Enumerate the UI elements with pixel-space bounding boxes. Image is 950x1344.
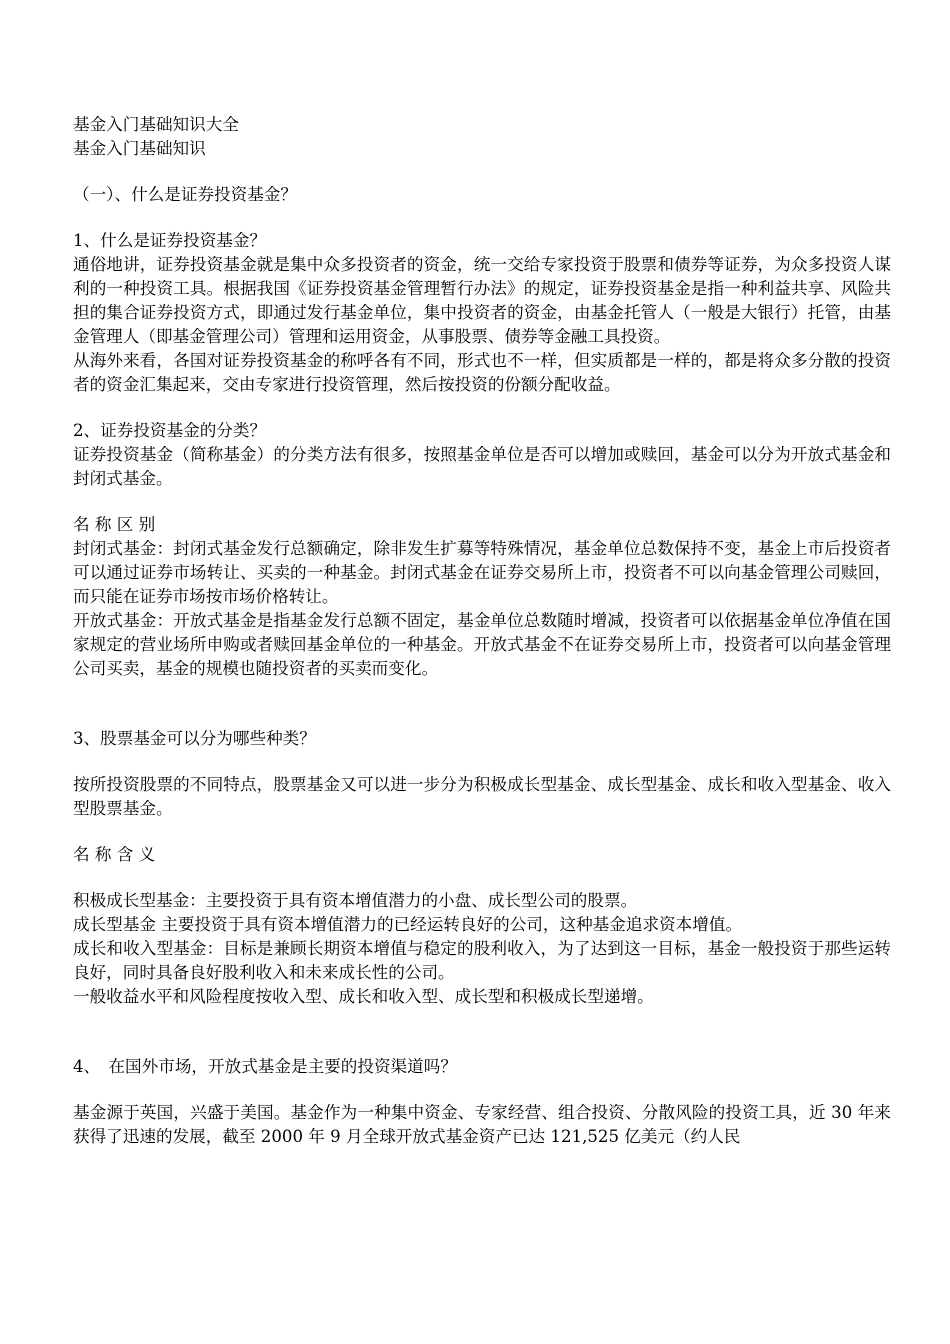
document-subtitle: 基金入门基础知识 [73,139,206,158]
q3-item-4: 一般收益水平和风险程度按收入型、成长和收入型、成长型和积极成长型递增。 [73,987,654,1006]
q3-paragraph-1: 按所投资股票的不同特点，股票基金又可以进一步分为积极成长型基金、成长型基金、成长和收入型基金、收入型股票基金。 [73,775,891,818]
closed-fund-definition: 封闭式基金：封闭式基金发行总额确定，除非发生扩募等特殊情况，基金单位总数保持不变，基金上市后投资者可以通过证券市场转让、买卖的一种基金。封闭式基金在证券交易所上市，投资者不可以向基金管理公司赎回，而只能在证券市场按市场价格转让。 [73,539,891,606]
q3-item-2: 成长型基金 主要投资于具有资本增值潜力的已经运转良好的公司，这种基金追求资本增值。 [73,915,743,934]
q4-heading: 4、 在国外市场，开放式基金是主要的投资渠道吗？ [73,1057,457,1076]
q3-table-header: 名 称 含 义 [73,845,156,864]
document-title: 基金入门基础知识大全 [73,115,239,134]
open-fund-definition: 开放式基金：开放式基金是指基金发行总额不固定，基金单位总数随时增减，投资者可以依据基金单位净值在国家规定的营业场所申购或者赎回基金单位的一种基金。开放式基金不在证券交易所上市，投资者可以向基金管理公司买卖，基金的规模也随投资者的买卖而变化。 [73,611,891,678]
q3-heading: 3、股票基金可以分为哪些种类？ [73,729,316,748]
q1-paragraph-2: 从海外来看，各国对证券投资基金的称呼各有不同，形式也不一样，但实质都是一样的，都是将众多分散的投资者的资金汇集起来，交由专家进行投资管理，然后按投资的份额分配收益。 [73,351,891,394]
q2-heading: 2、证券投资基金的分类？ [73,421,267,440]
q1-paragraph-1: 通俗地讲，证券投资基金就是集中众多投资者的资金，统一交给专家投资于股票和债券等证券，为众多投资人谋利的一种投资工具。根据我国《证券投资基金管理暂行办法》的规定，证券投资基金是指一种利益共享、风险共担的集合证券投资方式，即通过发行基金单位，集中投资者的资金，由基金托管人（一般是大银行）托管，由基金管理人（即基金管理公司）管理和运用资金，从事股票、债券等金融工具投资。 [73,255,891,346]
q2-paragraph-1: 证券投资基金（简称基金）的分类方法有很多，按照基金单位是否可以增加或赎回，基金可以分为开放式基金和封闭式基金。 [73,445,891,488]
q3-item-1: 积极成长型基金：主要投资于具有资本增值潜力的小盘、成长型公司的股票。 [73,891,638,910]
section-heading: （一）、什么是证券投资基金？ [73,185,298,204]
q1-heading: 1、什么是证券投资基金？ [73,231,267,250]
q2-table-header: 名 称 区 别 [73,515,156,534]
document-body [73,113,891,1149]
q3-item-3: 成长和收入型基金：目标是兼顾长期资本增值与稳定的股利收入，为了达到这一目标，基金一般投资于那些运转良好，同时具备良好股利收入和未来成长性的公司。 [73,939,891,982]
q4-paragraph-1: 基金源于英国，兴盛于美国。基金作为一种集中资金、专家经营、组合投资、分散风险的投资工具，近 30 年来获得了迅速的发展，截至 2000 年 9 月全球开放式基金资产已达 121,525 亿美元（约人民 [73,1103,891,1146]
